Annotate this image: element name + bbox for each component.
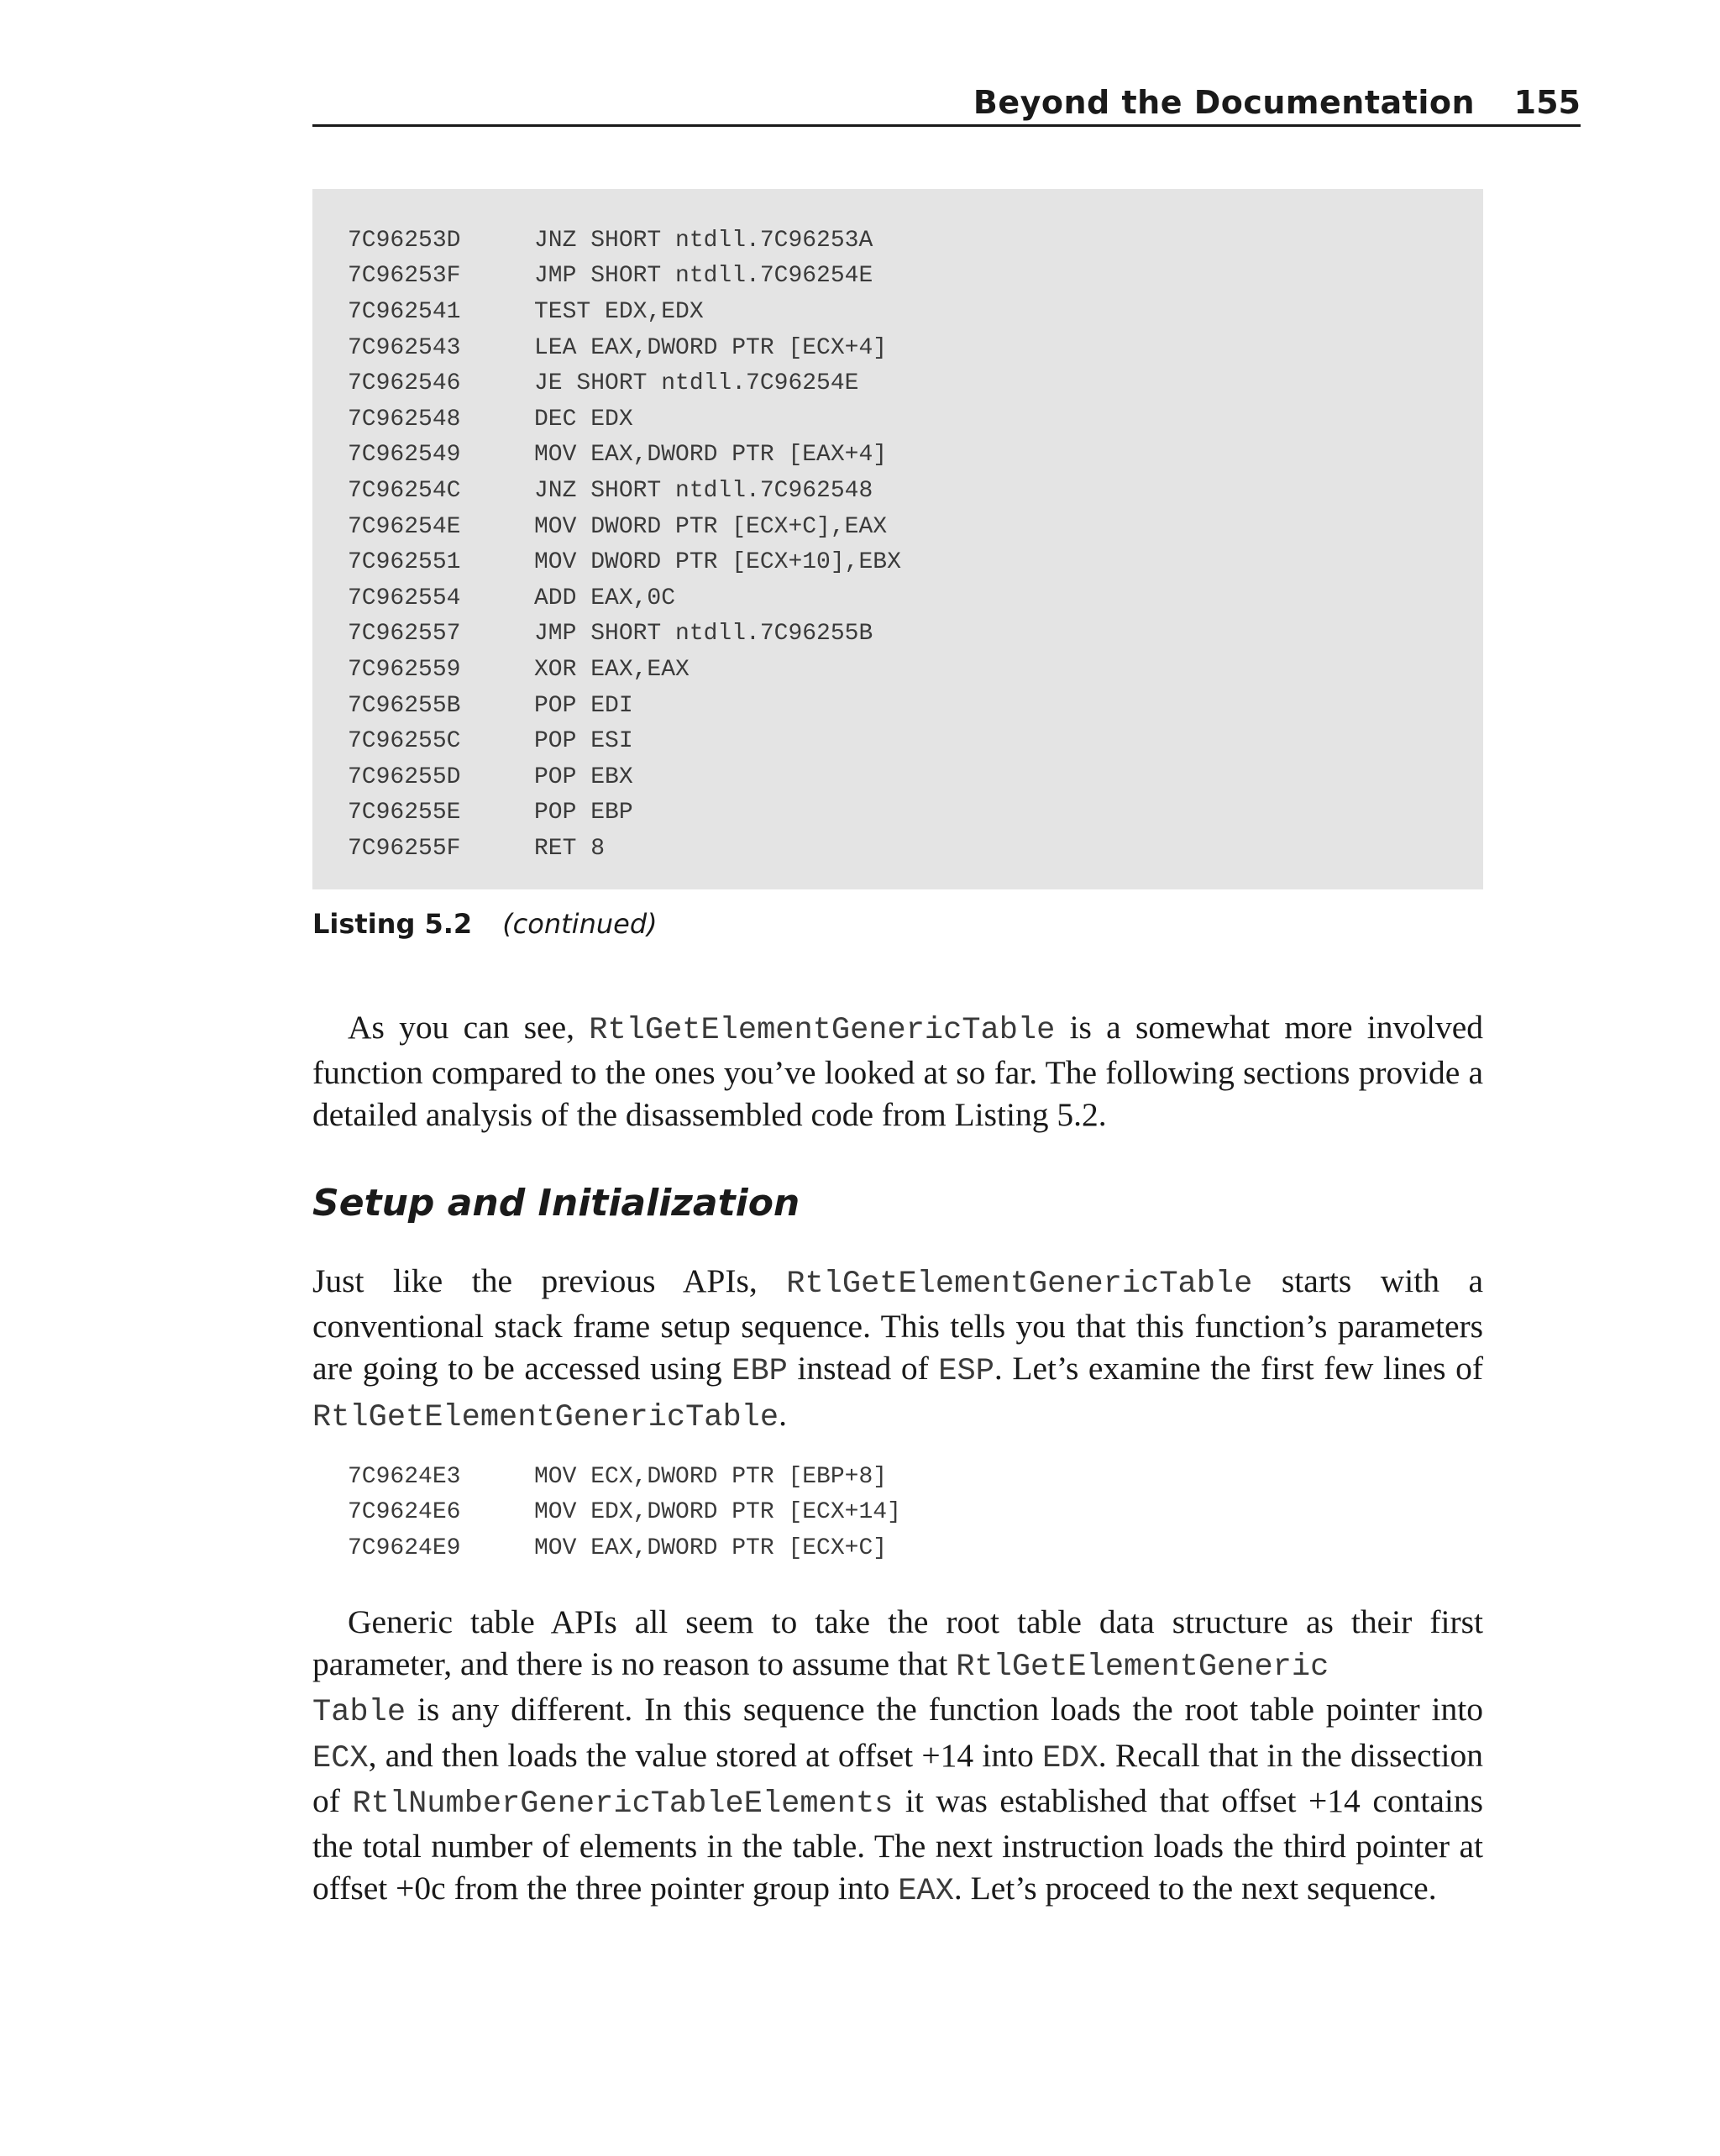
- code-line: [348, 330, 1456, 366]
- listing-code-box: [312, 189, 1483, 889]
- para3-text-1: Generic table APIs all seem to take the root table data structure as their first parameter, and there is no reason to assume that: [312, 1603, 1483, 1683]
- code-line: [348, 1530, 1456, 1566]
- header-title: Beyond the Documentation: [973, 84, 1475, 121]
- code-line: [348, 759, 1456, 795]
- para1-text-2: is a somewhat more involved function compared to the ones you’ve looked at so far. The following sections provide a detailed analysis of the disassembled code from Listing 5.2.: [312, 1009, 1483, 1134]
- code-address: 7C962543: [348, 334, 461, 361]
- para3-code-1a: RtlGetElementGeneric: [956, 1650, 1329, 1686]
- code-instruction: DEC EDX: [534, 406, 633, 433]
- code-line: [348, 652, 1456, 688]
- code-instruction: JMP SHORT ntdll.7C96254E: [534, 263, 873, 290]
- para3-code-4: RtlNumberGenericTableElements: [352, 1786, 894, 1822]
- para2-text-1: Just like the previous APIs,: [312, 1262, 787, 1299]
- code-instruction: JNZ SHORT ntdll.7C962548: [534, 477, 873, 504]
- listing-code-lines: [348, 223, 1456, 867]
- code-address: 7C962559: [348, 656, 461, 683]
- code-address: 7C96253D: [348, 227, 461, 254]
- para3-code-5: EAX: [898, 1874, 954, 1910]
- code-instruction: POP EBP: [534, 800, 633, 826]
- para3-text-2: is any different. In this sequence the function loads the root table pointer into: [406, 1691, 1483, 1728]
- code-instruction: JNZ SHORT ntdll.7C96253A: [534, 227, 873, 254]
- code-instruction: MOV ECX,DWORD PTR [EBP+8]: [534, 1463, 888, 1490]
- code-address: 7C962546: [348, 370, 461, 397]
- para2-text-5: .: [779, 1395, 787, 1433]
- body-paragraph-intro: [312, 1006, 1483, 1136]
- code-instruction: JE SHORT ntdll.7C96254E: [534, 370, 859, 397]
- code-line: [348, 223, 1456, 259]
- code-address: 7C96255F: [348, 835, 461, 862]
- code-line: [348, 723, 1456, 759]
- para3-text-4: . Recall that in the dissection of: [312, 1736, 1483, 1819]
- code-instruction: MOV EAX,DWORD PTR [EAX+4]: [534, 442, 888, 469]
- code-instruction: JMP SHORT ntdll.7C96255B: [534, 621, 873, 648]
- code-line: [348, 294, 1456, 330]
- para3-text-5: it was established that offset +14 contains the total number of elements in the table. The next instruction loads the third pointer at offset +0c from the three pointer group into: [312, 1781, 1483, 1907]
- code-address: 7C9624E3: [348, 1463, 461, 1490]
- running-header: [312, 81, 1581, 127]
- code-address: 7C962549: [348, 442, 461, 469]
- code-instruction: MOV DWORD PTR [ECX+10],EBX: [534, 549, 901, 576]
- para3-code-1b: Table: [312, 1695, 406, 1731]
- code-line: [348, 365, 1456, 401]
- code-line: [348, 688, 1456, 724]
- code-instruction: MOV EAX,DWORD PTR [ECX+C]: [534, 1534, 888, 1561]
- para2-code-1: RtlGetElementGenericTable: [786, 1267, 1253, 1302]
- para3-code-3: EDX: [1042, 1740, 1099, 1776]
- code-address: 7C96254E: [348, 513, 461, 540]
- listing-caption: [312, 901, 658, 947]
- code-line: [348, 1459, 1456, 1495]
- code-instruction: POP EBX: [534, 763, 633, 790]
- para2-code-2: EBP: [732, 1354, 788, 1390]
- body-paragraph-analysis: [312, 1601, 1483, 1912]
- code-address: 7C962557: [348, 621, 461, 648]
- para3-text-3: , and then loads the value stored at offset +14 into: [368, 1736, 1043, 1774]
- code-instruction: ADD EAX,0C: [534, 585, 676, 611]
- code-address: 7C96255B: [348, 692, 461, 719]
- para1-text-1: As you can see,: [348, 1009, 590, 1046]
- para2-text-2: starts with a conventional stack frame setup sequence. This tells you that this function’s parameters are going to be accessed using: [312, 1262, 1484, 1387]
- code-instruction: RET 8: [534, 835, 606, 862]
- para1-code-1: RtlGetElementGenericTable: [589, 1013, 1056, 1048]
- code-instruction: POP EDI: [534, 692, 633, 719]
- code-address: 7C962548: [348, 406, 461, 433]
- code-address: 7C962541: [348, 298, 461, 325]
- code-line: [348, 438, 1456, 474]
- listing-caption-note: (continued): [502, 908, 658, 940]
- code-address: 7C9624E6: [348, 1499, 461, 1526]
- code-line: [348, 1495, 1456, 1531]
- code-line: [348, 831, 1456, 867]
- snippet-code-lines: [348, 1459, 1456, 1566]
- listing-caption-label: Listing 5.2: [312, 908, 473, 940]
- code-instruction: MOV DWORD PTR [ECX+C],EAX: [534, 513, 888, 540]
- code-line: [348, 544, 1456, 580]
- code-address: 7C96255D: [348, 763, 461, 790]
- code-line: [348, 580, 1456, 616]
- para2-text-4: . Let’s examine the first few lines of: [994, 1350, 1483, 1387]
- code-instruction: TEST EDX,EDX: [534, 298, 704, 325]
- code-address: 7C962554: [348, 585, 461, 611]
- code-instruction: MOV EDX,DWORD PTR [ECX+14]: [534, 1499, 901, 1526]
- code-line: [348, 259, 1456, 295]
- code-address: 7C96255C: [348, 728, 461, 755]
- code-line: [348, 509, 1456, 545]
- para2-code-3: ESP: [938, 1354, 994, 1390]
- code-address: 7C96255E: [348, 800, 461, 826]
- code-instruction: XOR EAX,EAX: [534, 656, 690, 683]
- para2-text-3: instead of: [787, 1350, 939, 1387]
- code-instruction: LEA EAX,DWORD PTR [ECX+4]: [534, 334, 888, 361]
- code-line: [348, 473, 1456, 509]
- code-line: [348, 616, 1456, 653]
- code-address: 7C9624E9: [348, 1534, 461, 1561]
- code-instruction: POP ESI: [534, 728, 633, 755]
- code-address: 7C962551: [348, 549, 461, 576]
- code-address: 7C96253F: [348, 263, 461, 290]
- section-heading: Setup and Initialization: [312, 1182, 800, 1225]
- para3-text-6: . Let’s proceed to the next sequence.: [953, 1870, 1437, 1907]
- code-line: [348, 401, 1456, 438]
- body-paragraph-setup: [312, 1260, 1483, 1439]
- para3-code-2: ECX: [312, 1740, 369, 1776]
- code-address: 7C96254C: [348, 477, 461, 504]
- para2-code-4: RtlGetElementGenericTable: [312, 1399, 779, 1435]
- page-number: 155: [1513, 84, 1581, 121]
- code-line: [348, 795, 1456, 831]
